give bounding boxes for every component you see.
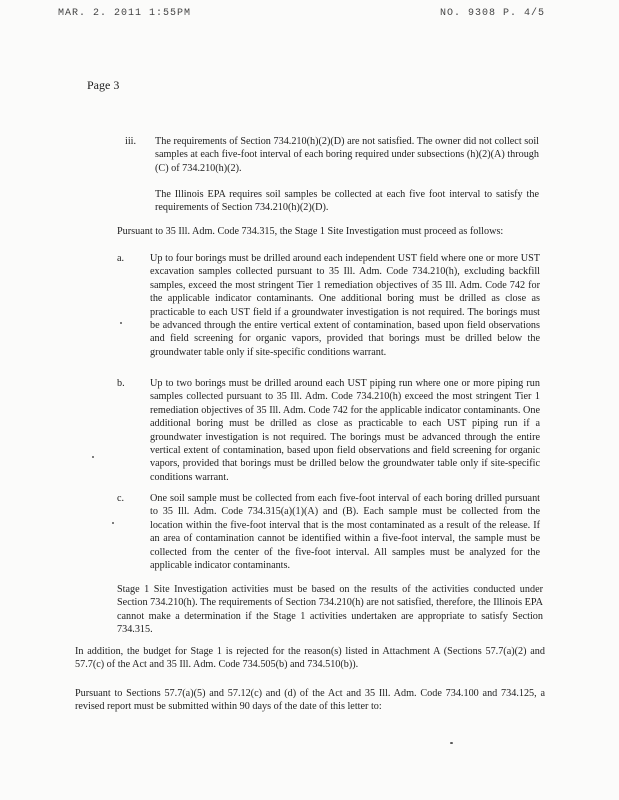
stage1-activities-paragraph: Stage 1 Site Investigation activities must be based on the results of the activities conducted under Section 734.210(h). The requirements of Section 734.210(h) are not satisfied, therefore, the Illinois EPA cannot make a determination if the Stage 1 activities undertaken are appropriate to satisfy Section 734.315. bbox=[117, 584, 543, 636]
fax-header-right: NO. 9308 P. 4/5 bbox=[440, 8, 546, 19]
item-b-marker: b. bbox=[117, 378, 125, 389]
page-label: Page 3 bbox=[87, 78, 120, 92]
stage1-intro: Pursuant to 35 Ill. Adm. Code 734.315, the Stage 1 Site Investigation must proceed as follows: bbox=[117, 226, 504, 237]
item-iii-paragraph-1: The requirements of Section 734.210(h)(2)(D) are not satisfied. The owner did not collect soil samples at each five-foot interval of each boring required under subsections (h)(2)(A) through (C) of 734.210(h)(2). bbox=[155, 136, 539, 174]
revised-report-paragraph: Pursuant to Sections 57.7(a)(5) and 57.12(c) and (d) of the Act and 35 Ill. Adm. Code 734.100 and 734.125, a revised report must be submitted within 90 days of the date of this letter to: bbox=[75, 688, 545, 713]
item-a-marker: a. bbox=[117, 253, 125, 264]
scan-speck bbox=[92, 456, 94, 458]
item-iii-paragraph-2: The Illinois EPA requires soil samples be collected at each five foot interval to satisfy the requirements of Section 734.210(h)(2)(D). bbox=[155, 189, 539, 214]
scan-speck bbox=[120, 322, 122, 324]
scan-speck bbox=[112, 522, 114, 524]
item-c-marker: c. bbox=[117, 493, 125, 504]
item-a-text: Up to four borings must be drilled around each independent UST field where one or more UST excavation samples collected pursuant to 35 Ill. Adm. Code 734.210(h), excluding backfill samples, exceed the most stringent Tier 1 remediation objectives of 35 Ill. Adm. Code 742 for the applicable indicator contaminants. One additional boring must be drilled as close as practicable to each UST field if a groundwater investigation is not required. The borings must be advanced through the entire vertical extent of contamination, based upon field observations and field screening for organic vapors, provided that borings must be drilled below the groundwater table only if site-specific conditions warrant. bbox=[150, 253, 540, 358]
item-c-text: One soil sample must be collected from each five-foot interval of each boring drilled pursuant to 35 Ill. Adm. Code 734.315(a)(1)(A) and (B). Each sample must be collected from the location within the five-foot interval that is the most contaminated as a result of the release. If an area of contamination cannot be identified within a five-foot interval, the sample must be collected from the center of the five-foot interval. All samples must be analyzed for the applicable indicator contaminants. bbox=[150, 493, 540, 572]
item-iii-marker: iii. bbox=[125, 136, 137, 147]
scan-speck bbox=[450, 742, 453, 744]
fax-header-left: MAR. 2. 2011 1:55PM bbox=[58, 8, 192, 19]
item-b-text: Up to two borings must be drilled around each UST piping run where one or more piping run samples collected pursuant to 35 Ill. Adm. Code 734.210(h) exceed the most stringent Tier 1 remediation objectives of 35 Ill. Adm. Code 742 for the applicable indicator contaminants. One additional boring must be drilled as close as practicable to each UST piping run if a groundwater investigation is not required. The borings must be advanced through the entire vertical extent of contamination, based upon field observations and field screening for organic vapors, provided that borings must be drilled below the groundwater table only if site-specific conditions warrant. bbox=[150, 378, 540, 483]
budget-paragraph: In addition, the budget for Stage 1 is rejected for the reason(s) listed in Attachment A (Sections 57.7(a)(2) and 57.7(c) of the Act and 35 Ill. Adm. Code 734.505(b) and 734.510(b)). bbox=[75, 646, 545, 671]
